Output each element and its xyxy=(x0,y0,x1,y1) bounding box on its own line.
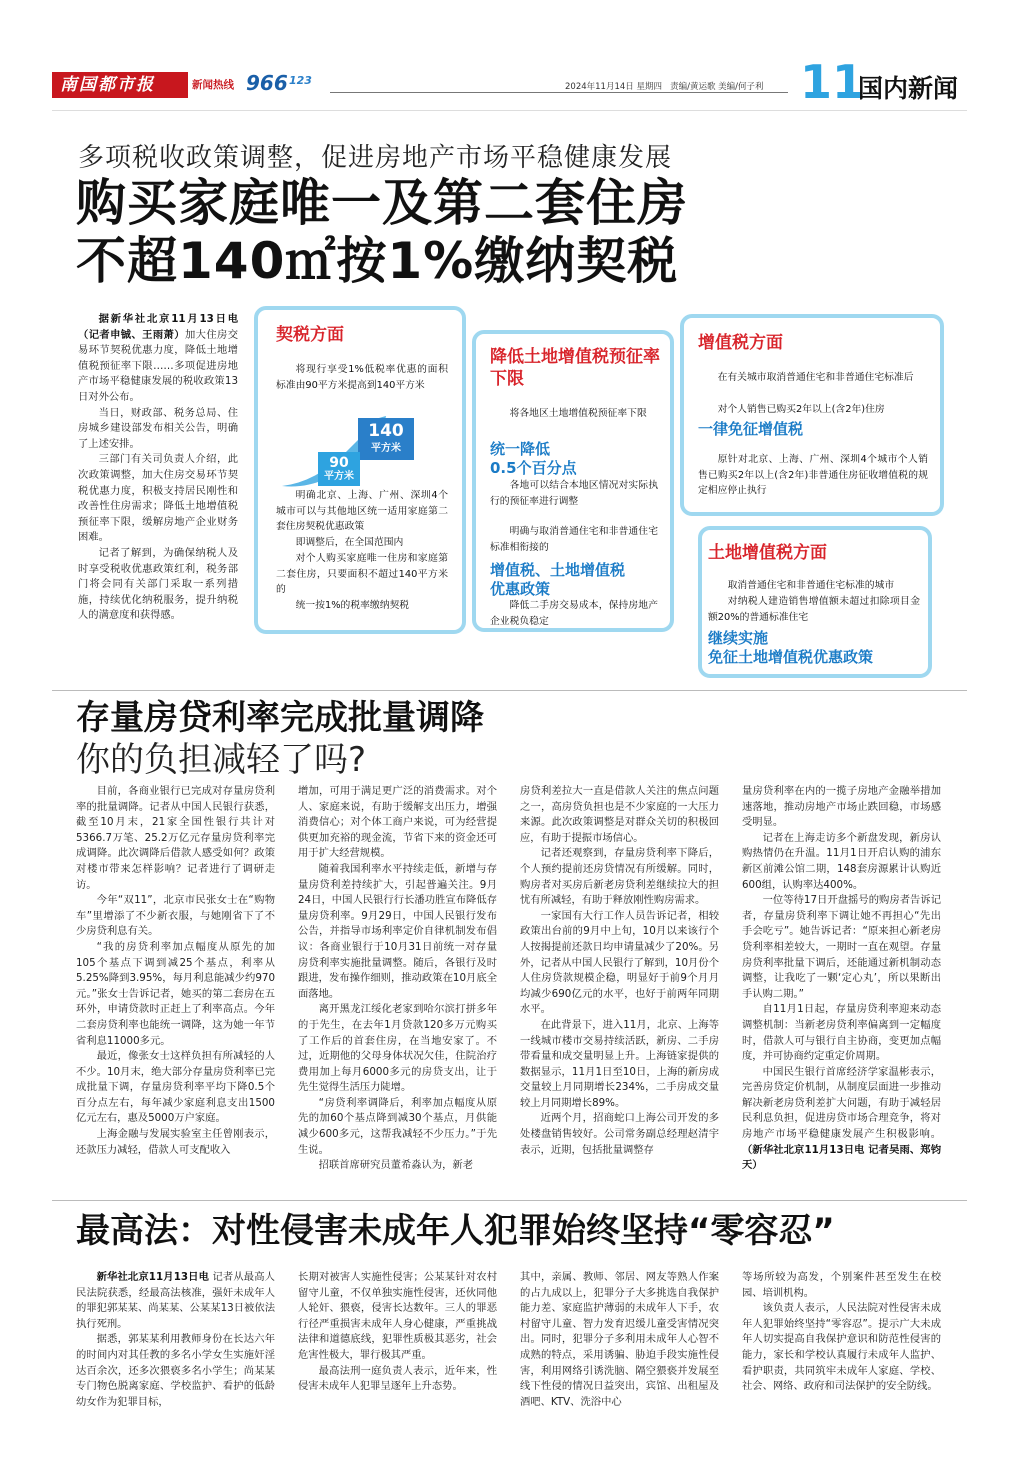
mortgage-c2-p4: “房贷利率调降后，利率加点幅度从原先的加60个基点降到减30个基点，月供能减少600多元，这帮我减轻不少压力。”于先生说。 xyxy=(298,1096,497,1156)
article1-p1: 加大住房交易环节契税优惠力度，降低土地增值税预征率下限……多项促进房地产市场平稳健康发展的税收政策13日对外公布。 xyxy=(78,328,239,403)
masthead-rule xyxy=(330,92,788,93)
article1-p2: 当日，财政部、税务总局、住房城乡建设部发布相关公告，明确了上述安排。 xyxy=(78,406,238,450)
area-140-unit: 平方米 xyxy=(371,443,401,454)
hotline-label: 新闻热线 xyxy=(192,79,234,91)
court-col1 xyxy=(76,1270,275,1410)
mortgage-byline: （新华社北京11月13日电 记者吴雨、郑钧天） xyxy=(742,1143,941,1172)
mortgage-c3-p2: 记者还观察到，存量房贷利率下降后，个人预约提前还房贷情况有所缓解。同时，购房者对买房后新老房贷利差继续拉大的担忧有所减轻，有助于释放刚性购房需求。 xyxy=(520,847,719,907)
hotline-number: 966 xyxy=(246,71,288,95)
mortgage-c2-p1: 增加，可用于满足更广泛的消费需求。对个人、家庭来说，有助于缓解支出压力，增强消费信心；对个体工商户来说，可为经营提供更加充裕的现金流，节省下来的资金还可用于扩大经营规模。 xyxy=(298,785,497,860)
area-140-badge xyxy=(358,418,414,460)
mortgage-c3-p3: 一家国有大行工作人员告诉记者，相较政策出台前的9月中上旬，10月以来该行个人按揭提前还款日均申请量减少了20%。另外，记者从中国人民银行了解到，10月份个人住房贷款规模企稳，明显好于前9个月月均减少690亿元的水平，也好于前两年同期水平。 xyxy=(520,909,719,1016)
mortgage-c2-p5: 招联首席研究员董希淼认为，新老 xyxy=(318,1159,474,1172)
vat-t3: 原针对北京、上海、广州、深圳4个城市个人销售已购买2年以上(含2年)非普通住房征收增值税的规定相应停止执行 xyxy=(698,454,928,496)
editors: 责编/黄运歌 美编/何子利 xyxy=(670,82,764,92)
mortgage-col4 xyxy=(742,784,941,1174)
court-col3 xyxy=(520,1270,719,1410)
vat-t1: 在有关城市取消普通住宅和非普通住宅标准后 xyxy=(717,372,914,383)
area-140-value: 140 xyxy=(368,421,404,441)
deed-tax-t3: 即调整后，在全国范围内 xyxy=(295,537,404,548)
deed-tax-t5: 统一按1%的税率缴纳契税 xyxy=(295,600,410,611)
section-divider-3 xyxy=(52,1200,967,1201)
article1-p4: 记者了解到，为确保纳税人及时享受税收优惠政策红利，税务部门将会同有关部门采取一系列措施，持续优化纳税服务，提升纳税人的满意度和获得感。 xyxy=(78,546,238,622)
header-divider xyxy=(52,110,967,111)
issue-date: 2024年11月14日 星期四 xyxy=(565,82,662,92)
court-c4-p2: 该负责人表示，人民法院对性侵害未成年人犯罪始终坚持“零容忍”。提示广大未成年人切实提高自我保护意识和防范性侵害的能力，家长和学校认真履行未成年人监护、看护职责，共同筑牢未成年人家庭、学校、社会、网络、政府和司法保护的安全防线。 xyxy=(742,1302,941,1393)
mortgage-c1-p3: “我的房贷利率加点幅度从原先的加105个基点下调到减25个基点，利率从5.25%降到3.95%，每月利息能减少约970元。”张女士告诉记者，她买的第二套房在五环外，申请贷款时正赶上了利率高点。今年二套房贷利率也能统一调降，这为她一年节省利息11000多元。 xyxy=(76,940,275,1047)
newspaper-logo: 南国都市报 xyxy=(52,72,188,98)
hotline-number-suffix: 123 xyxy=(289,74,312,87)
issue-info xyxy=(565,80,764,92)
area-90-badge xyxy=(318,452,360,486)
mortgage-c4-p4: 自11月1日起，存量房贷利率迎来动态调整机制：当新老房贷利率偏离到一定幅度时，借款人可与银行自主协商，变更加点幅度，并可协商约定重定价周期。 xyxy=(742,1003,941,1063)
article1-dateline: 据新华社北京11月13日电（记者申铖、王雨萧） xyxy=(78,313,238,341)
deed-tax-t1: 将现行享受1%低税率优惠的面积标准由90平方米提高到140平方米 xyxy=(276,364,448,391)
mortgage-headline: 存量房贷利率完成批量调降 xyxy=(76,698,484,738)
land-vat-t2: 对纳税人建造销售增值额未超过扣除项目金额20%的普通标准住宅 xyxy=(708,596,920,623)
land-vat-prepay-hl1: 统一降低 xyxy=(490,440,551,458)
court-col4 xyxy=(742,1270,941,1395)
mortgage-col2 xyxy=(298,784,497,1174)
deed-tax-t2: 明确北京、上海、广州、深圳4个城市可以与其他地区统一适用家庭第二套住房契税优惠政策 xyxy=(276,490,448,532)
court-headline: 最高法：对性侵害未成年人犯罪始终坚持“零容忍” xyxy=(76,1211,835,1251)
land-vat-prepay-hl4: 优惠政策 xyxy=(490,580,551,598)
subheadline: 多项税收政策调整，促进房地产市场平稳健康发展 xyxy=(78,143,673,173)
vat-t2: 对个人销售已购买2年以上(含2年)住房 xyxy=(717,404,885,415)
deed-tax-t4: 对个人购买家庭唯一住房和家庭第二套住房，只要面积不超过140平方米的 xyxy=(276,553,448,595)
land-vat-title: 土地增值税方面 xyxy=(708,543,827,563)
land-vat-hl2: 免征土地增值税优惠政策 xyxy=(708,648,874,666)
page-number: 11 xyxy=(800,55,865,109)
mortgage-c2-p2: 随着我国利率水平持续走低，新增与存量房贷利差持续扩大，引起普遍关注。9月24日，中国人民银行行长潘功胜宣布降低存量房贷利率。9月29日，中国人民银行发布公告，并指导市场利率定价自律机制发布倡议：各商业银行于10月31日前统一对存量房贷利率实施批量调整。随后，各银行及时跟进，发布操作细则，推动政策在10月底全面落地。 xyxy=(298,862,497,1000)
mortgage-c3-p5: 近两个月，招商蛇口上海公司开发的多处楼盘销售较好。公司常务副总经理赵清宇表示，近期，包括批量调整存 xyxy=(520,1112,719,1156)
mortgage-c3-p4: 在此背景下，进入11月，北京、上海等一线城市楼市交易持续活跃，新房、二手房带看量和成交量明显上升。上海链家提供的数据显示，11月1日至10日，上海的新房成交量较上月同期增长234%，二手房成交量较上月同期增长89%。 xyxy=(520,1018,719,1109)
mortgage-c1-p1: 目前，各商业银行已完成对存量房贷利率的批量调降。记者从中国人民银行获悉，截至10月末，21家全国性银行共计对5366.7万笔、25.2万亿元存量房贷利率完成调降。此次调降后借款人感受如何？政策对楼市带来怎样影响？记者进行了调研走访。 xyxy=(76,785,275,891)
mortgage-col1 xyxy=(76,784,275,1158)
vat-title: 增值税方面 xyxy=(698,333,783,353)
court-c1-p1: 记者从最高人民法院获悉，经最高法核准，强奸未成年人的罪犯郭某某、尚某某、公某某13日被依法执行死刑。 xyxy=(76,1271,275,1330)
area-90-unit: 平方米 xyxy=(324,471,354,482)
mortgage-c2-p3: 离开黑龙江绥化老家到哈尔滨打拼多年的于先生，在去年1月贷款120多万元购买了工作后的首套住房，在当地安家了。不过，近期他的父母身体状况欠佳，住院治疗费用加上每月6000多元的房贷支出，让于先生觉得生活压力陡增。 xyxy=(298,1003,497,1094)
article1-text xyxy=(78,312,238,624)
mortgage-c4-p3: 一位等待17日开盘摇号的购房者告诉记者，存量房贷利率下调让她不再担心“先出手会吃亏”。她告诉记者：“原来担心新老房贷利率相差较大，一期时一直在观望。存量房贷利率批量下调后，还能通过新机制动态调整，让我吃了一颗‘定心丸’，所以果断出手认购二期。” xyxy=(742,894,941,1000)
court-col2 xyxy=(298,1270,497,1395)
deed-tax-title: 契税方面 xyxy=(276,325,344,345)
land-vat-t1: 取消普通住宅和非普通住宅标准的城市 xyxy=(727,580,895,591)
mortgage-c1-p5: 上海金融与发展实验室主任曾刚表示，还款压力减轻，借款人可支配收入 xyxy=(76,1128,275,1156)
mortgage-c4-p5 xyxy=(742,1065,941,1174)
court-c3-p1: 其中，亲属、教师、邻居、网友等熟人作案的占九成以上，犯罪分子大多挑选自我保护能力差、家庭监护薄弱的未成年人下手，农村留守儿童、智力发育迟缓儿童受害情况突出。同时，犯罪分子多利用未成年人心智不成熟的特点，采用诱骗、胁迫手段实施性侵害，利用网络引诱洗脑、隔空猥亵并发展至线下性侵的情况日益突出，宾馆、出租屋及酒吧、KTV、洗浴中心 xyxy=(520,1271,719,1408)
area-90-value: 90 xyxy=(329,455,349,471)
land-vat-prepay-t1: 将各地区土地增值税预征率下限 xyxy=(509,408,647,419)
main-headline-line2: 不超140㎡按1%缴纳契税 xyxy=(76,232,679,290)
mortgage-col3 xyxy=(520,784,719,1158)
article1-p3: 三部门有关司负责人介绍，此次政策调整，加大住房交易环节契税优惠力度，积极支持居民刚性和改善性住房需求；降低土地增值税预征率下限，缓解房地产企业财务困难。 xyxy=(78,453,238,544)
land-vat-prepay-title: 降低土地增值税预征率下限 xyxy=(490,347,660,389)
mortgage-c1-p2: 今年“双11”，北京市民张女士在“购物车”里增添了不少新衣服，与她刚省下了不少房贷利息有关。 xyxy=(76,894,275,938)
court-c2-p2: 最高法刑一庭负责人表示，近年来，性侵害未成年人犯罪呈逐年上升态势。 xyxy=(298,1364,497,1393)
land-vat-prepay-t4: 降低二手房交易成本，保持房地产企业税负稳定 xyxy=(490,600,658,627)
section-divider-2 xyxy=(52,690,967,691)
court-c2-p1: 长期对被害人实施性侵害；公某某针对农村留守儿童，不仅单独实施性侵害，还伙同他人轮奸、猥亵，侵害长达数年。三人的罪恶行径严重损害未成年人身心健康，严重挑战法律和道德底线，犯罪性质极其恶劣，社会危害性极大，罪行极其严重。 xyxy=(298,1271,497,1361)
court-dateline: 新华社北京11月13日电 xyxy=(96,1271,210,1283)
court-c4-p1: 等场所较为高发，个别案件甚至发生在校园、培训机构。 xyxy=(742,1271,941,1299)
court-c1-p2: 据悉，郭某某利用教师身份在长达六年的时间内对其任教的多名小学女生实施奸淫达百余次，还多次猥亵多名小学生；尚某某专门物色脱离家庭、学校监护、看护的低龄幼女作为犯罪目标， xyxy=(76,1333,275,1408)
vat-hl1: 一律免征增值税 xyxy=(698,420,804,438)
mortgage-c3-p1: 房贷利差拉大一直是借款人关注的焦点问题之一，高房贷负担也是不少家庭的一大压力来源。此次政策调整是对群众关切的积极回应，有助于提振市场信心。 xyxy=(520,785,719,844)
land-vat-prepay-t2: 各地可以结合本地区情况对实际执行的预征率进行调整 xyxy=(490,480,658,507)
mortgage-c1-p4: 最近，像张女士这样负担有所减轻的人不少。10月末，绝大部分存量房贷利率已完成批量下调，存量房贷利率平均下降0.5个百分点左右，每年减少家庭利息支出1500亿元左右，惠及5000万户家庭。 xyxy=(76,1050,275,1125)
section-title: 国内新闻 xyxy=(858,74,959,103)
land-vat-prepay-hl2: 0.5个百分点 xyxy=(490,459,577,477)
land-vat-prepay-hl3: 增值税、土地增值税 xyxy=(490,561,626,579)
mortgage-c4-p2: 记者在上海走访多个新盘发现，新房认购热情仍在升温。11月1日开启认购的浦东新区前滩公馆二期，148套房源累计认购近600组，认购率达400%。 xyxy=(742,831,941,891)
mortgage-c4-p5-text: 中国民生银行首席经济学家温彬表示，完善房贷定价机制，从制度层面进一步推动解决新老房贷利差扩大问题，有助于减轻居民利息负担，促进房贷市场合理竞争，将对房地产市场平稳健康发展产生积极影响。 xyxy=(742,1065,941,1141)
mortgage-subheadline: 你的负担减轻了吗? xyxy=(76,740,367,780)
land-vat-prepay-t3: 明确与取消普通住宅和非普通住宅标准相衔接的 xyxy=(490,526,658,553)
land-vat-hl1: 继续实施 xyxy=(708,629,769,647)
main-headline-line1: 购买家庭唯一及第二套住房 xyxy=(76,174,688,232)
mortgage-c4-p1: 量房贷利率在内的一揽子房地产金融举措加速落地，推动房地产市场止跌回稳，市场感受明显。 xyxy=(742,785,941,829)
